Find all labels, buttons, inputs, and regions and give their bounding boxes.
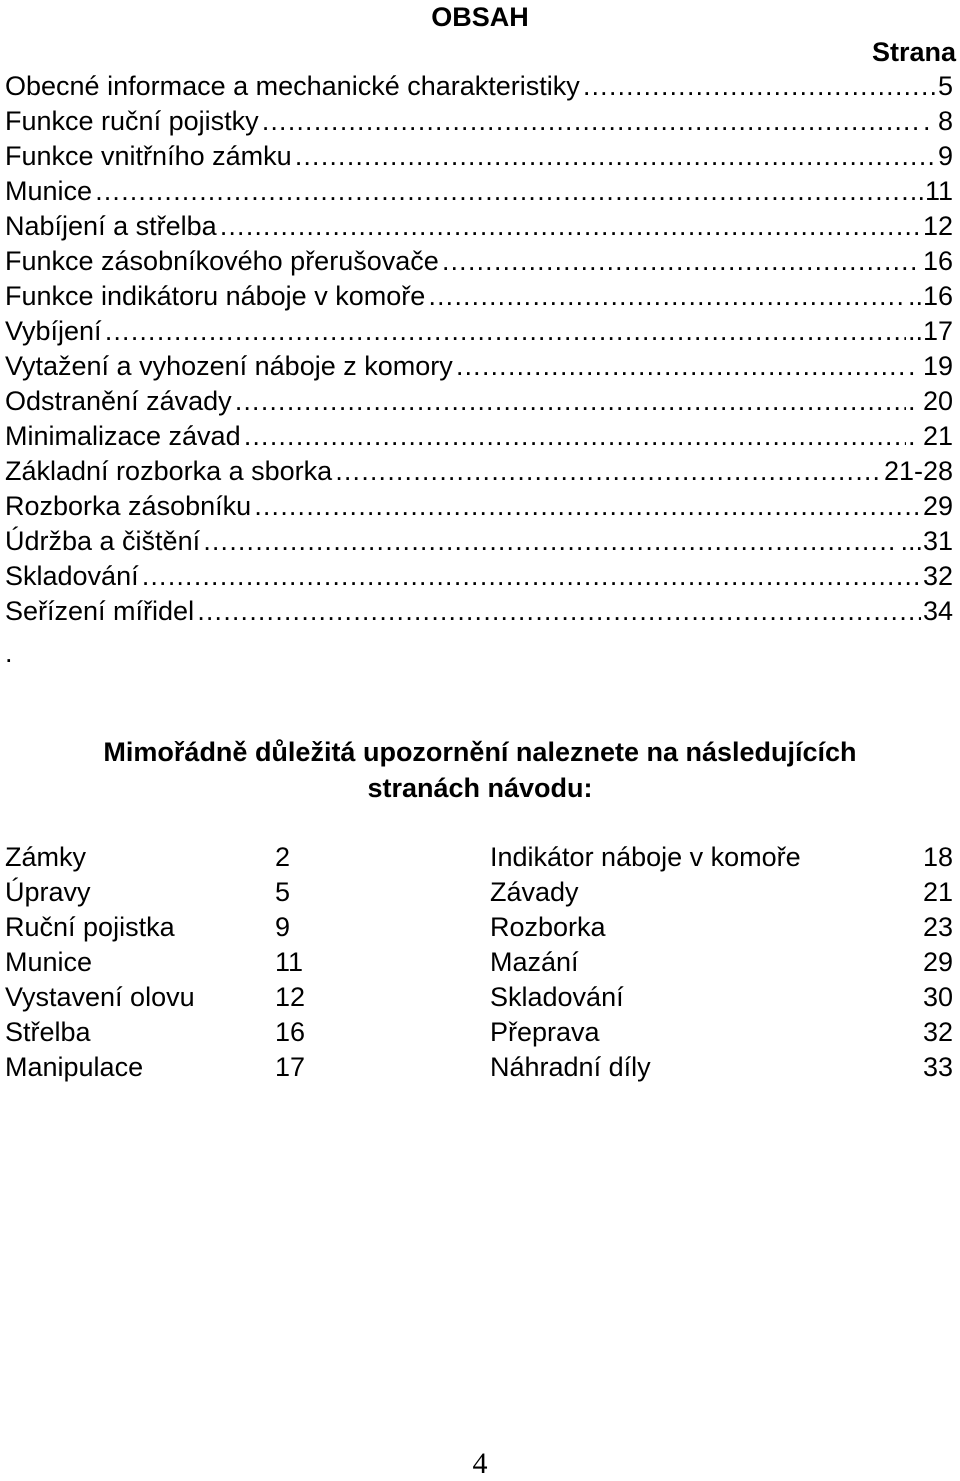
index-row [5,980,953,1015]
toc-dot-leader [243,419,906,454]
toc-entry-page: ..17 [907,316,953,346]
toc-dot-leader [104,314,906,349]
index-right-label: Náhradní díly [490,1052,651,1082]
toc-entry [5,139,953,174]
toc-dot-leader [582,69,936,104]
toc-entry [5,559,953,594]
index-left-page: 12 [275,982,306,1012]
index-row [5,910,953,945]
toc-entry-label: Funkce ruční pojistky [5,106,259,136]
index-left-page: 16 [275,1017,306,1047]
toc-entry [5,69,953,104]
toc-entry-page: ...31 [900,526,953,556]
toc-entry-page: . 21 [907,421,953,451]
toc-entry-label: Rozborka zásobníku [5,491,252,521]
toc-entry-page: 5 [937,71,953,101]
index-row [5,945,953,980]
toc-entry-page: 9 [937,141,953,171]
toc-entry-label: Vytažení a vyhození náboje z komory [5,351,453,381]
index-left-page: 17 [275,1052,306,1082]
index-right-label: Skladování [490,982,624,1012]
index-right-page: 18 [922,842,953,872]
index-right-label: Přeprava [490,1017,600,1047]
index-right-page: 29 [922,947,953,977]
toc-entry [5,384,953,419]
toc-dot-leader [253,489,921,524]
toc-entry [5,419,953,454]
index-right-page: 33 [922,1052,953,1082]
toc-dot-leader [455,349,906,384]
toc-entry-label: Vybíjení [5,316,102,346]
toc-entry-label: Funkce vnitřního zámku [5,141,292,171]
index-right-label: Mazání [490,947,579,977]
toc-entry-page: 34 [922,596,953,626]
toc-dot-leader [234,384,906,419]
toc-entry-page: . 19 [907,351,953,381]
toc-entry [5,524,953,559]
toc-entry [5,314,953,349]
index-left-label: Munice [5,947,93,977]
toc-dot-leader [219,209,921,244]
page-number: 4 [472,1447,488,1480]
toc-dot-leader [427,279,906,314]
toc-entry-page: . 20 [907,386,953,416]
index-right-page: 21 [922,877,953,907]
index-left-label: Úpravy [5,877,91,907]
warning-page-index [5,840,953,1090]
toc-entry-page: 12 [922,211,953,241]
index-row [5,840,953,875]
table-of-contents [5,69,953,629]
index-row [5,875,953,910]
toc-entry [5,594,953,629]
toc-entry [5,104,953,139]
toc-dot-leader [261,104,921,139]
notice-line-1: Mimořádně důležitá upozornění naleznete na následujících [103,737,857,767]
toc-dot-leader [441,244,921,279]
toc-entry-label: Údržba a čištění [5,526,201,556]
toc-entry [5,279,953,314]
toc-dot-leader [334,454,882,489]
toc-entry [5,174,953,209]
index-right-label: Rozborka [490,912,606,942]
notice-line-2: stranách návodu: [367,773,593,803]
index-right-label: Závady [490,877,579,907]
index-right-page: 32 [922,1017,953,1047]
toc-entry [5,209,953,244]
toc-entry [5,244,953,279]
toc-entry-label: Funkce indikátoru náboje v komoře [5,281,426,311]
toc-entry [5,454,953,489]
page-column-heading: Strana [871,37,956,67]
important-notice-heading [0,734,960,806]
toc-entry-page: . 8 [922,106,953,136]
toc-entry-page: .11 [917,176,953,206]
index-left-page: 11 [275,947,304,977]
index-right-page: 30 [922,982,953,1012]
index-left-page: 9 [275,912,291,942]
index-left-label: Ruční pojistka [5,912,175,942]
index-left-label: Střelba [5,1017,91,1047]
toc-entry-page: 16 [922,246,953,276]
index-left-label: Vystavení olovu [5,982,195,1012]
toc-entry-label: Munice [5,176,93,206]
index-row [5,1050,953,1085]
toc-dot-leader [141,559,921,594]
toc-entry [5,489,953,524]
toc-entry-label: Obecné informace a mechanické charakteristiky [5,71,580,101]
toc-entry-label: Odstranění závady [5,386,232,416]
toc-entry-label: Funkce zásobníkového přerušovače [5,246,439,276]
toc-entry-page: 21-28 [883,456,953,486]
toc-dot-leader [202,524,898,559]
stray-period: . [5,638,13,668]
toc-entry-label: Skladování [5,561,139,591]
toc-entry [5,349,953,384]
toc-entry-label: Nabíjení a střelba [5,211,217,241]
toc-entry-label: Základní rozborka a sborka [5,456,333,486]
index-row [5,1015,953,1050]
toc-dot-leader [196,594,921,629]
index-left-page: 2 [275,842,291,872]
toc-entry-label: Seřízení mířidel [5,596,195,626]
toc-dot-leader [94,174,915,209]
index-left-label: Zámky [5,842,86,872]
page-title: OBSAH [431,2,529,32]
toc-entry-page: 32 [922,561,953,591]
index-left-page: 5 [275,877,291,907]
index-left-label: Manipulace [5,1052,144,1082]
toc-entry-page: 29 [922,491,953,521]
index-right-label: Indikátor náboje v komoře [490,842,801,872]
toc-dot-leader [294,139,936,174]
toc-entry-page: ..16 [907,281,953,311]
toc-entry-label: Minimalizace závad [5,421,241,451]
index-right-page: 23 [922,912,953,942]
